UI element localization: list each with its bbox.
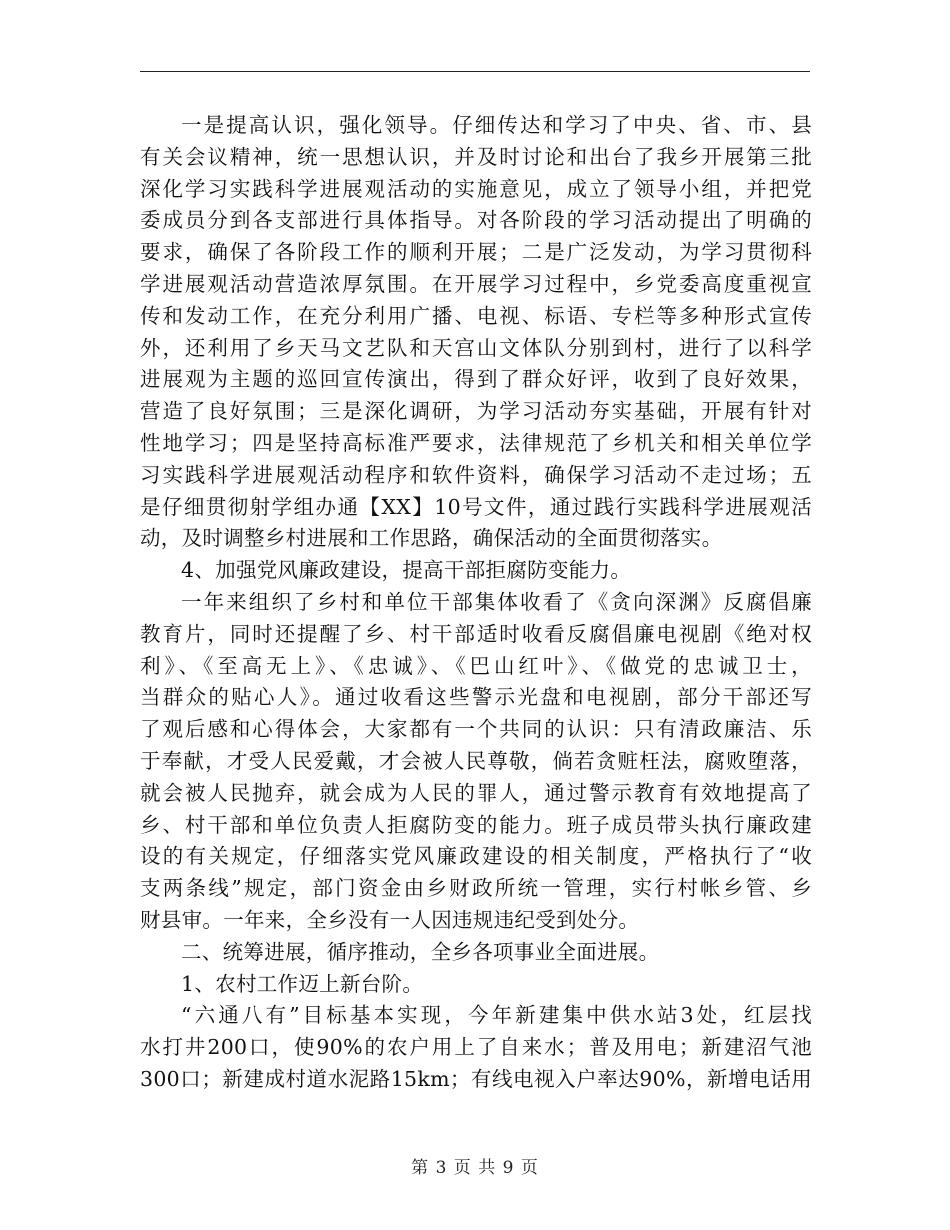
text-line: 是仔细贯彻射学组办通【XX】10号文件，通过践行实践科学进展观活 <box>140 494 812 519</box>
text-line: 1、农村工作迈上新台阶。 <box>181 971 424 996</box>
text-line: 当群众的贴心人》。通过收看这些警示光盘和电视剧，部分干部还写 <box>140 685 812 710</box>
text-line: 二、统筹进展，循序推动，全乡各项事业全面进展。 <box>181 939 660 964</box>
text-line: 习实践科学进展观活动程序和软件资料，确保学习活动不走过场；五 <box>140 462 812 487</box>
text-line: 营造了良好氛围；三是深化调研，为学习活动夯实基础，开展有针对 <box>140 399 812 424</box>
text-line: 一年来组织了乡村和单位干部集体收看了《贪向深渊》反腐倡廉 <box>181 589 812 614</box>
text-line: 4、加强党风廉政建设，提高干部拒腐防变能力。 <box>181 558 632 583</box>
text-line: 300口；新建成村道水泥路15km；有线电视入户率达90%，新增电话用 <box>140 1066 812 1091</box>
text-line: 动，及时调整乡村进展和工作思路，确保活动的全面贯彻落实。 <box>140 526 723 551</box>
text-line: “六通八有”目标基本实现，今年新建集中供水站3处，红层找 <box>181 1003 812 1028</box>
text-line: 委成员分到各支部进行具体指导。对各阶段的学习活动提出了明确的 <box>140 208 812 233</box>
text-line: 要求，确保了各阶段工作的顺利开展；二是广泛发动，为学习贯彻科 <box>140 240 812 265</box>
text-line: 一是提高认识，强化领导。仔细传达和学习了中央、省、市、县 <box>181 113 812 137</box>
text-line: 教育片，同时还提醒了乡、村干部适时收看反腐倡廉电视剧《绝对权 <box>140 621 812 646</box>
text-line: 利》、《至高无上》、《忠诚》、《巴山红叶》、《做党的忠诚卫士， <box>140 653 812 678</box>
text-line: 性地学习；四是坚持高标准严要求，法律规范了乡机关和相关单位学 <box>140 430 812 455</box>
text-line: 支两条线”规定，部门资金由乡财政所统一管理，实行村帐乡管、乡 <box>140 876 812 901</box>
page-footer: 第 3 页 共 9 页 <box>411 1158 539 1178</box>
text-line: 深化学习实践科学进展观活动的实施意见，成立了领导小组，并把党 <box>140 176 812 201</box>
text-line: 学进展观活动营造浓厚氛围。在开展学习过程中，乡党委高度重视宣 <box>140 271 812 296</box>
text-line: 传和发动工作，在充分利用广播、电视、标语、专栏等多种形式宣传 <box>140 303 812 328</box>
text-line: 有关会议精神，统一思想认识，并及时讨论和出台了我乡开展第三批 <box>140 144 812 169</box>
text-line: 财县审。一年来，全乡没有一人因违规违纪受到处分。 <box>140 907 640 932</box>
text-line: 水打井200口，使90%的农户用上了自来水；普及用电；新建沼气池 <box>140 1035 812 1060</box>
text-line: 外，还利用了乡天马文艺队和天宫山文体队分别到村，进行了以科学 <box>140 335 812 360</box>
text-line: 了观后感和心得体会，大家都有一个共同的认识：只有清政廉洁、乐 <box>140 717 812 742</box>
header-rule <box>140 71 810 72</box>
text-line: 进展观为主题的巡回宣传演出，得到了群众好评，收到了良好效果， <box>140 367 812 392</box>
text-line: 设的有关规定，仔细落实党风廉政建设的相关制度，严格执行了“收 <box>140 844 812 869</box>
text-line: 于奉献，才受人民爱戴，才会被人民尊敬，倘若贪赃枉法，腐败堕落， <box>140 748 812 773</box>
text-line: 乡、村干部和单位负责人拒腐防变的能力。班子成员带头执行廉政建 <box>140 812 812 837</box>
document-body <box>140 110 812 1096</box>
text-line: 就会被人民抛弃，就会成为人民的罪人，通过警示教育有效地提高了 <box>140 780 812 805</box>
